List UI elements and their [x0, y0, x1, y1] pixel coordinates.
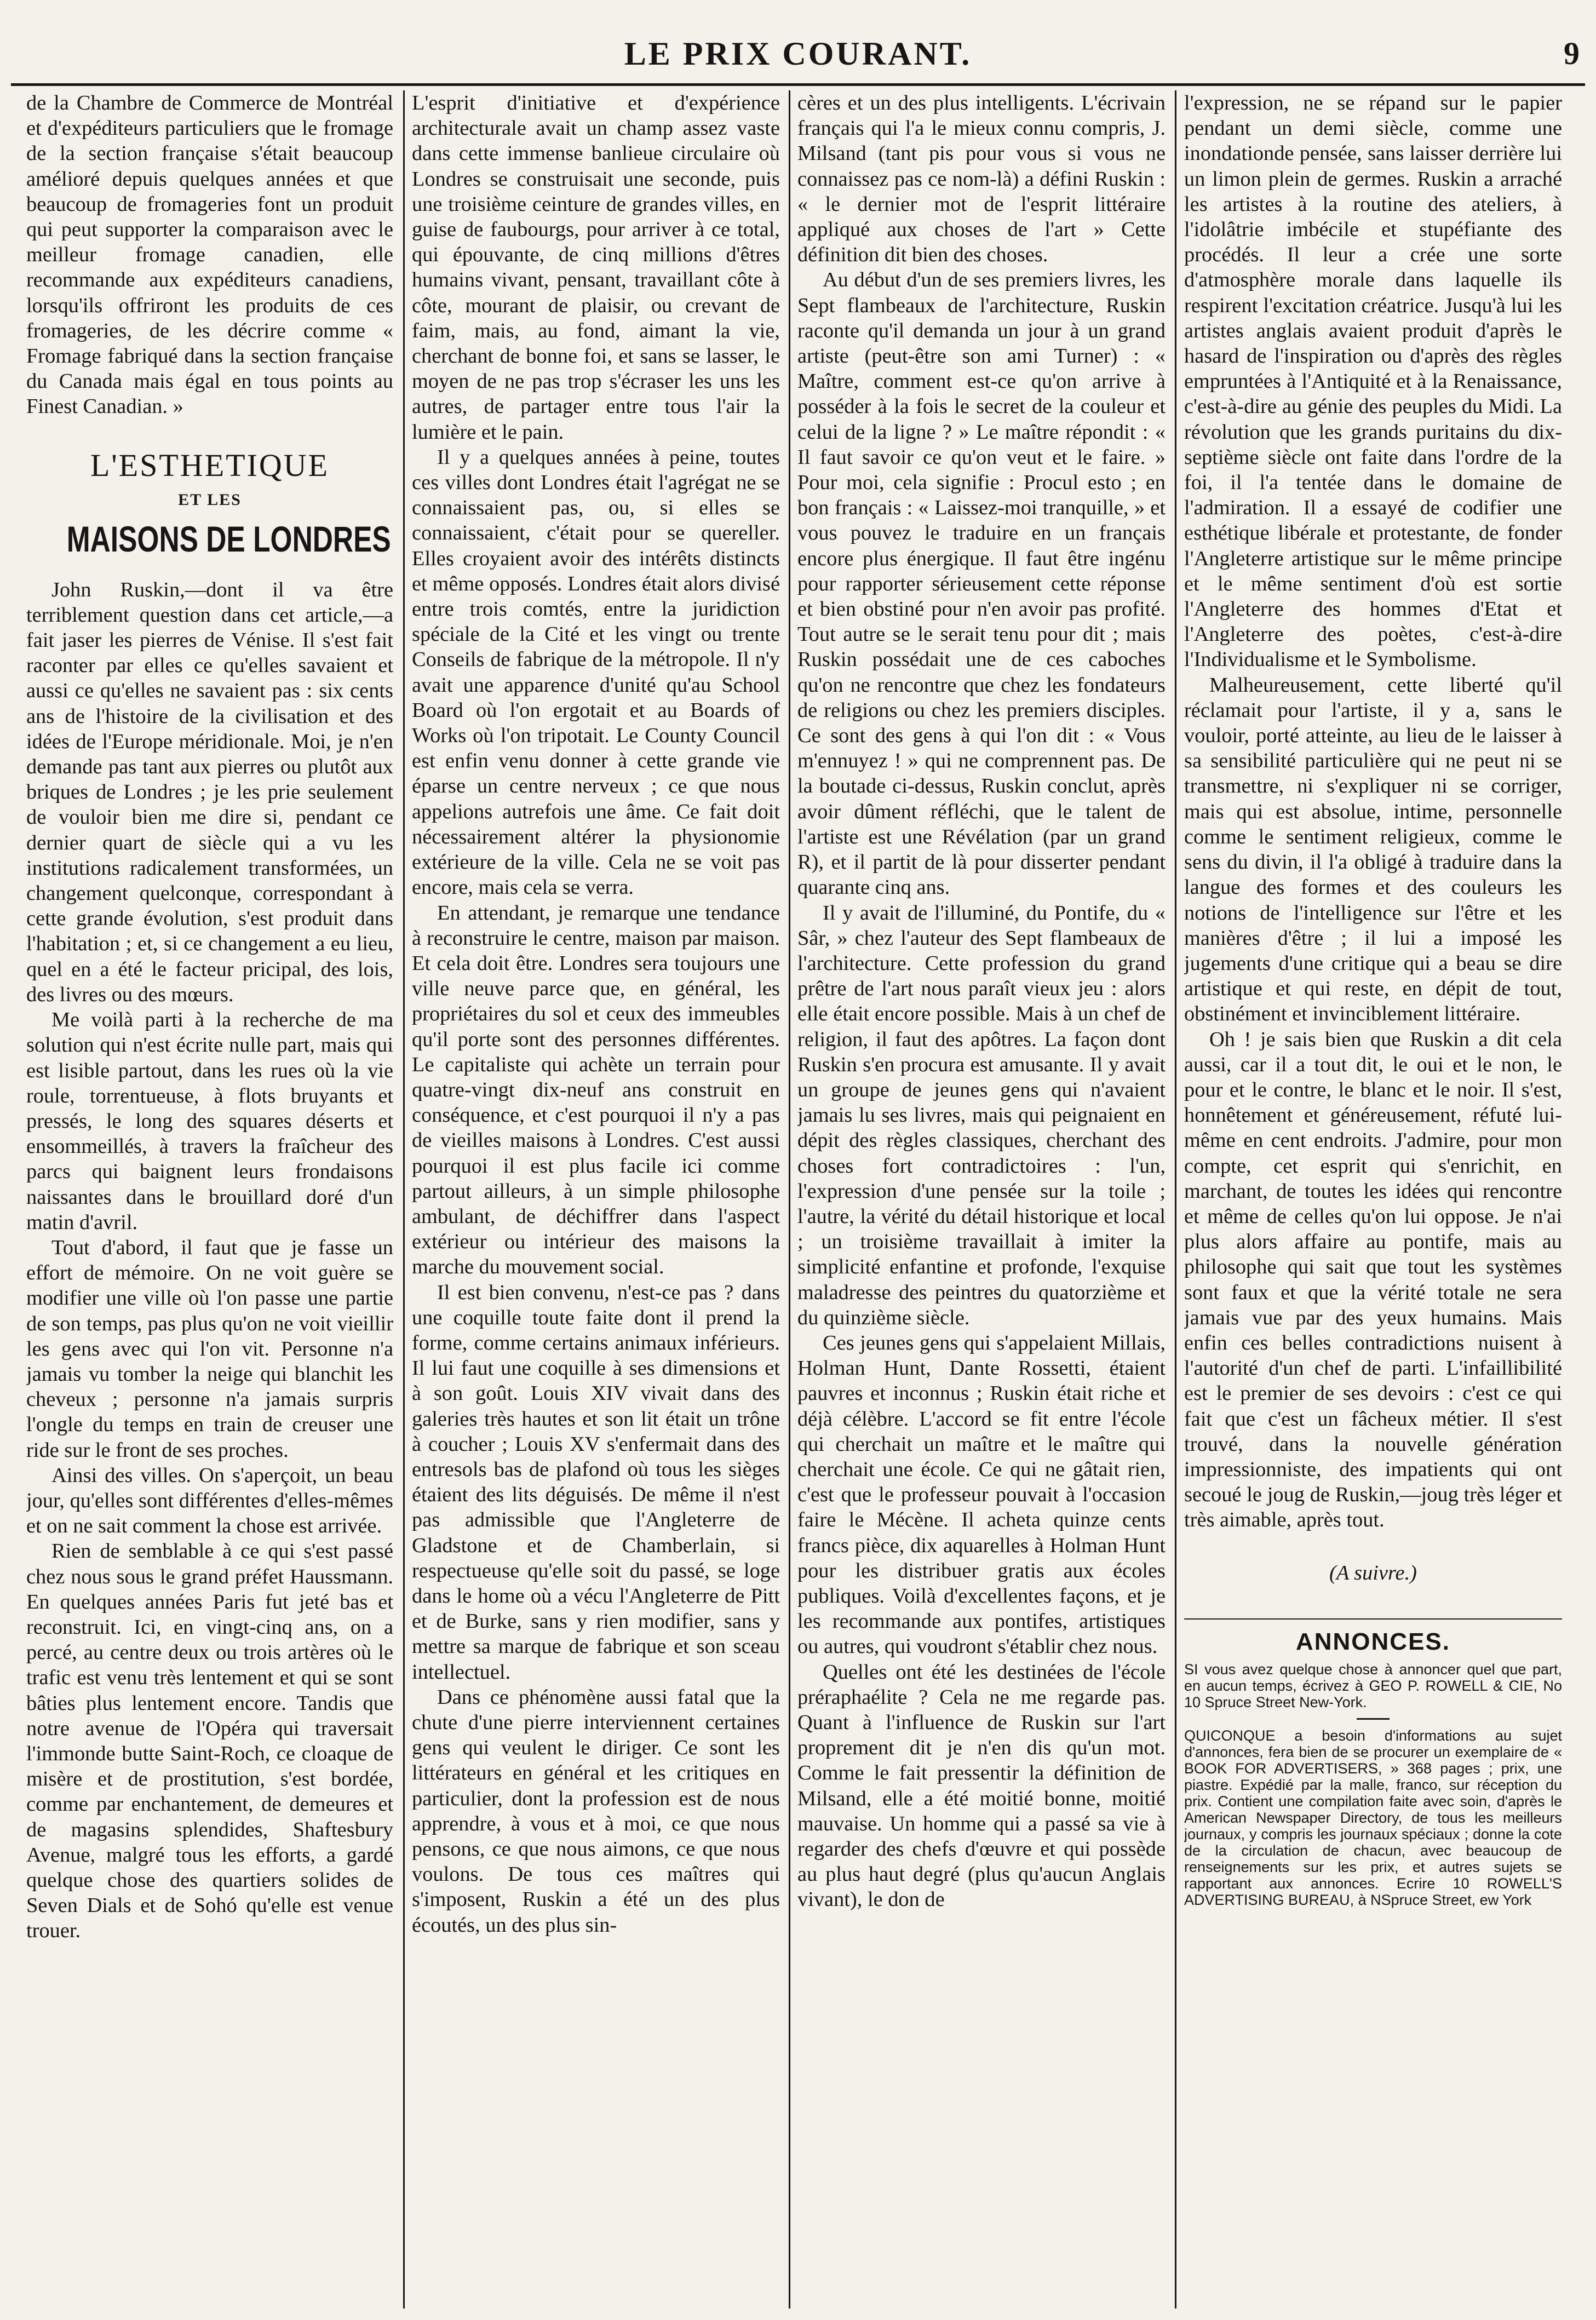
column-rule	[1175, 90, 1176, 2308]
masthead: LE PRIX COURANT.	[624, 36, 972, 72]
paragraph: Au début d'un de ses premiers livres, les Sept flambeaux de l'architecture, Ruskin raconte qu'il demanda un jour à un grand artiste (peut-être son ami Turner) : « Maître, comment est-ce qu'on arrive à posséder à la fois le secret de la couleur et celui de la ligne ? » Le maître répondit : « Il faut savoir ce qu'on veut et le faire. » Pour moi, cela signifie : Procul esto ; en bon français : « Laissez-moi tranquille, » et vous pouvez le traduire en un français encore plus énergique. Il faut être ingénu pour rapporter sérieusement cette réponse et bien obstiné pour n'en avoir pas profité. Tout autre se le serait tenu pour dit ; mais Ruskin possédait une de ces caboches qu'on ne rencontre que chez les fondateurs de religions ou chez les premiers disciples. Ce sont des gens à qui l'on dit : « Vous m'ennuyez ! » qui ne comprennent pas. De la boutade ci-dessus, Ruskin conclut, après avoir dûment réfléchi, que le talent de l'artiste est une Révélation (par un grand R), et il partit de là pour disserter pendant quarante cinq ans.	[797, 268, 1166, 899]
divider	[1184, 1618, 1562, 1620]
paragraph: Tout d'abord, il faut que je fasse un effort de mémoire. On ne voit guère se modifier une ville où l'on passe une partie de son temps, pas plus qu'on ne voit vieillir les gens avec qui l'on vit. Personne n'a jamais vu tomber la neige qui blanchit les cheveux ; personne n'a jamais surpris l'ongle du temps en train de creuser une ride sur le front de ses proches.	[26, 1236, 393, 1462]
paragraph: Il est bien convenu, n'est-ce pas ? dans une coquille toute faite dont il prend la forme, comme certains animaux inférieurs. Il lui faut une coquille à ses dimensions et à son goût. Louis XIV vivait dans des galeries très hautes et son lit était un trône à coucher ; Louis XV s'enfermait dans des entresols bas de plafond où tous les sièges étaient des lits déguisés. De même il n'est pas admissible que l'Angleterre de Gladstone et de Chamberlain, si respectueuse qu'elle soit du passé, se loge dans le home où a vécu l'Angleterre de Pitt et de Burke, sans y rien modifier, sans y mettre sa marque de fabrique et son sceau intellectuel.	[412, 1280, 780, 1684]
article-title-line3: MAISONS DE LONDRES	[66, 518, 391, 559]
divider	[1357, 1718, 1390, 1720]
column-1	[26, 90, 393, 2303]
paragraph: L'esprit d'initiative et d'expérience architecturale avait un champ assez vaste dans cette immense banlieue circulaire où Londres se construisait une seconde, puis une troisième ceinture de grandes villes, en guise de faubourgs, pour arriver à ce total, qui épouvante, de cinq millions d'êtres humains vivant, pensant, travaillant côte à côte, mourant de plaisir, ou crevant de faim, mais, au fond, aimant la vie, cherchant de bonne foi, et sans se lasser, le moyen de ne pas trop s'écraser les uns les autres, de partager entre tous l'air la lumière et le pain.	[412, 91, 780, 444]
article-title-line1: L'ESTHETIQUE	[90, 447, 330, 483]
column-2	[412, 90, 780, 2303]
column-rule	[789, 90, 790, 2308]
column-rule	[403, 90, 405, 2308]
paragraph: cères et un des plus intelligents. L'écrivain français qui l'a le mieux connu compris, J. Milsand (tant pis pour vous si vous ne connaissez pas ce nom-là) a défini Ruskin : « le dernier mot de l'esprit littéraire appliqué aux choses de l'art » Cette définition dit bien des choses.	[797, 91, 1166, 267]
paragraph: Dans ce phénomène aussi fatal que la chute d'une pierre interviennent certaines gens qui veulent le diriger. Ce sont les littérateurs en général et les critiques en particulier, dont la profession est de nous apprendre, à vous et à moi, ce que nous pensons, ce que nous aimons, ce que nous voulons. De tous ces maîtres qui s'imposent, Ruskin a été un des plus écoutés, un des plus sin-	[412, 1685, 780, 1937]
article-title-line2: ET LES	[178, 490, 242, 509]
column-4	[1184, 90, 1562, 2303]
advertisement: QUICONQUE a besoin d'informations au sujet d'annonces, fera bien de se procurer un exemplaire de « BOOK FOR ADVERTISERS, » 368 pages ; prix, une piastre. Expédié par la malle, franco, sur réception du prix. Contient une compilation faite avec soin, d'après le American Newspaper Directory, de tous les meilleurs journaux, y compris les journaux spéciaux ; donne la cote de la circulation de chacun, avec beaucoup de renseignements sur les prix, et autres sujets se rapportant aux annonces. Ecrire 10 ROWELL'S ADVERTISING BUREAU, à NSpruce Street, ew York	[1184, 1727, 1562, 1908]
paragraph: Me voilà parti à la recherche de ma solution qui n'est écrite nulle part, mais qui est lisible partout, dans les rues où la vie roule, torrentueuse, à flots bruyants et pressés, le long des squares déserts et ensommeillés, à travers la fraîcheur des parcs qui baignent leurs frondaisons naissantes dans le brouillard doré d'un matin d'avril.	[26, 1008, 393, 1234]
paragraph: Rien de semblable à ce qui s'est passé chez nous sous le grand préfet Haussmann. En quelques années Paris fut jeté bas et reconstruit. Ici, en vingt-cinq ans, on a percé, au centre deux ou trois artères où le trafic est venu très lentement et qui se sont bâties plus lentement encore. Tandis que notre avenue de l'Opéra qui traversait l'immonde butte Saint-Roch, ce cloaque de misère et de prostitution, s'est bordée, comme par enchantement, de demeures et de magasins splendides, Shaftesbury Avenue, malgré tous les efforts, a gardé quelque chose des quartiers solides de Seven Dials et de Sohó qu'elle est venue trouer.	[26, 1540, 393, 1943]
paragraph: John Ruskin,—dont il va être terriblement question dans cet article,—a fait jaser les pierres de Vénise. Il s'est fait raconter par elles ce qu'elles savaient et aussi ce qu'elles ne savaient pas : six cents ans de l'histoire de la civilisation et des idées de l'Europe méridionale. Moi, je n'en demande pas tant aux pierres ou plutôt aux briques de Londres ; je les prie seulement de vouloir bien me dire si, pendant ce dernier quart de siècle qui a vu les institutions radicalement transformées, un changement quelconque, correspondant à cette grande évolution, s'est produit dans l'habitation ; et, si ce changement a eu lieu, quel en a été le facteur pricipal, des lois, des livres ou des mœurs.	[26, 578, 393, 1006]
page-number: 9	[1564, 36, 1580, 71]
column-3	[797, 90, 1166, 2303]
paragraph: Ainsi des villes. On s'aperçoit, un beau jour, qu'elles sont différentes d'elles-mêmes et on ne sait comment la chose est arrivée.	[26, 1463, 393, 1538]
paragraph: Il y a quelques années à peine, toutes ces villes dont Londres était l'agrégat ne se connaissaient pas, ou, si elles se connaissaient, c'était pour se quereller. Elles croyaient avoir des intérêts distincts et même opposés. Londres était alors divisé entre trois comtés, entre la juridiction spéciale de la Cité et les vingt ou trente Conseils de fabrique de la métropole. Il n'y avait une apparence d'unité qu'au School Board où l'on ergotait et au Boards of Works où l'on tripotait. Le County Council est enfin venu donner à cette grande vie éparse un centre nerveux ; ce que nous appelions autrefois une âme. Ce fait doit nécessairement altérer la physionomie extérieure de la ville. Cela ne se voit pas encore, mais cela se verra.	[412, 445, 780, 899]
paragraph: de la Chambre de Commerce de Montréal et d'expéditeurs particuliers que le fromage de la section française s'était beaucoup amélioré depuis quelques années et que beaucoup de fromageries font un produit qui peut supporter la comparaison avec le meilleur fromage canadien, elle recommande aux expéditeurs canadiens, lorsqu'ils offriront les produits de ces fromageries, de les décrire comme « Fromage fabriqué dans la section française du Canada mais égal en tous points au Finest Canadian. »	[26, 91, 393, 418]
advertisement: SI vous avez quelque chose à annoncer quel que part, en aucun temps, écrivez à GEO P. ROWELL & CIE, No 10 Spruce Street New-York.	[1184, 1661, 1562, 1710]
paragraph: Il y avait de l'illuminé, du Pontife, du « Sâr, » chez l'auteur des Sept flambeaux de l'architecture. Cette profession du grand prêtre de l'art nous paraît vieux jeu : alors elle était encore possible. Mais à un chef de religion, il faut des apôtres. La façon dont Ruskin s'en procura est amusante. Il y avait un groupe de jeunes gens qui n'avaient jamais lu ses livres, mais qui peignaient en dépit des règles classiques, cherchant des choses fort contradictoires : l'un, l'expression d'une pensée sur la toile ; l'autre, la vérité du détail historique et local ; un troisième travaillait à imiter la simplicité enfantine et profonde, l'exquise maladresse des peintres du quatorzième et du quinzième siècle.	[797, 901, 1166, 1329]
paragraph: Malheureusement, cette liberté qu'il réclamait pour l'artiste, il y a, sans le vouloir, porté atteinte, au lieu de le laisser à sa sensibilité particulière qui ne peut ni se transmettre, ni s'expliquer ni se corriger, mais qui est absolue, intime, personnelle comme le sentiment religieux, comme le sens du divin, il l'a obligé à traduire dans la langue des formes et des couleurs les notions de l'intelligence sur l'être et les manières d'être ; il lui a imposé les jugements d'une critique qui a beau se dire artistique et qui reste, en dépit de tout, obstinément et invinciblement littéraire.	[1184, 673, 1562, 1026]
paragraph: Quelles ont été les destinées de l'école préraphaélite ? Cela ne me regarde pas. Quant à l'influence de Ruskin sur l'art proprement dit je n'en dis qu'un mot. Comme le fait pressentir la définition de Milsand, elle a été moitié bonne, moitié mauvaise. Un homme qui a passé sa vie à regarder des chefs d'œuvre et qui possède au plus haut degré (plus qu'aucun Anglais vivant), le don de	[797, 1660, 1166, 1911]
page-header	[11, 28, 1585, 86]
annonces-heading: ANNONCES.	[1295, 1628, 1451, 1655]
paragraph: Oh ! je sais bien que Ruskin a dit cela aussi, car il a tout dit, le oui et le non, le pour et le contre, le blanc et le noir. Il s'est, honnêtement et généreusement, réfuté lui-même en cent endroits. J'admire, pour mon compte, cet esprit qui s'enrichit, en marchant, de toutes les idées qui rencontre et même de celles qu'on lui oppose. Je n'ai plus alors affaire au pontife, mais au philosophe qui sait que tout les systèmes sont faux et que la vérité totale ne sera jamais vue par des yeux humains. Mais enfin ces belles contradictions nuisent à l'autorité d'un chef de parti. L'infaillibilité est le premier de ses devoirs : c'est ce qui fait que c'est un fâcheux métier. Il s'est trouvé, dans la nouvelle génération impressionniste, des impatients qui ont secoué le joug de Ruskin,—joug très léger et très aimable, après tout.	[1184, 1027, 1562, 1532]
paragraph: En attendant, je remarque une tendance à reconstruire le centre, maison par maison. Et cela doit être. Londres sera toujours une ville neuve parce que, en général, les propriétaires du sol et ceux des immeubles qu'il porte sont des personnes différentes. Le capitaliste qui achète un terrain pour quatre-vingt dix-neuf ans construit en conséquence, et c'est pourquoi il n'y a pas de vieilles maisons à Londres. C'est aussi pourquoi il est plus facile ici comme partout ailleurs, à un simple philosophe ambulant, de déchiffrer dans l'aspect extérieur ou intérieur des maisons la marche du mouvement social.	[412, 901, 780, 1279]
paragraph: l'expression, ne se répand sur le papier pendant un demi siècle, comme une inondationde pensée, sans laisser derrière lui un limon plein de germes. Ruskin a arraché les artistes à la routine des ateliers, à l'idolâtrie imbécile et stupéfiante des procédés. Il leur a crée une sorte d'atmosphère morale dans laquelle ils respirent l'excitation créatrice. Jusqu'à lui les artistes anglais avaient produit d'après le hasard de l'inspiration ou d'après des règles empruntées à l'Antiquité et à la Renaissance, c'est-à-dire au génie des peuples du Midi. La révolution que les grands puritains du dix-septième siècle ont faite dans l'ordre de la foi, il l'a tentée dans le domaine de l'admiration. Il a essayé de codifier une esthétique libérale et protestante, de fonder l'Angleterre artistique sur le même principe et le même sentiment d'où est sortie l'Angleterre des hommes d'Etat et l'Angleterre des poètes, c'est-à-dire l'Individualisme et le Symbolisme.	[1184, 91, 1562, 671]
paragraph: Ces jeunes gens qui s'appelaient Millais, Holman Hunt, Dante Rossetti, étaient pauvres et inconnus ; Ruskin était riche et déjà célèbre. L'accord se fit entre l'école qui cherchait un maître et le maître qui cherchait une école. Ce qui ne gâtait rien, c'est que le professeur pouvait à l'occasion faire le Mécène. Il acheta quinze cents francs pièce, dix aquarelles à Holman Hunt pour les distribuer gratis aux écoles publiques. Voilà d'excellentes façons, et je les recommande aux pontifes, artistiques ou autres, qui voudront s'établir chez nous.	[797, 1331, 1166, 1658]
to-be-continued: (A suivre.)	[1329, 1561, 1417, 1584]
